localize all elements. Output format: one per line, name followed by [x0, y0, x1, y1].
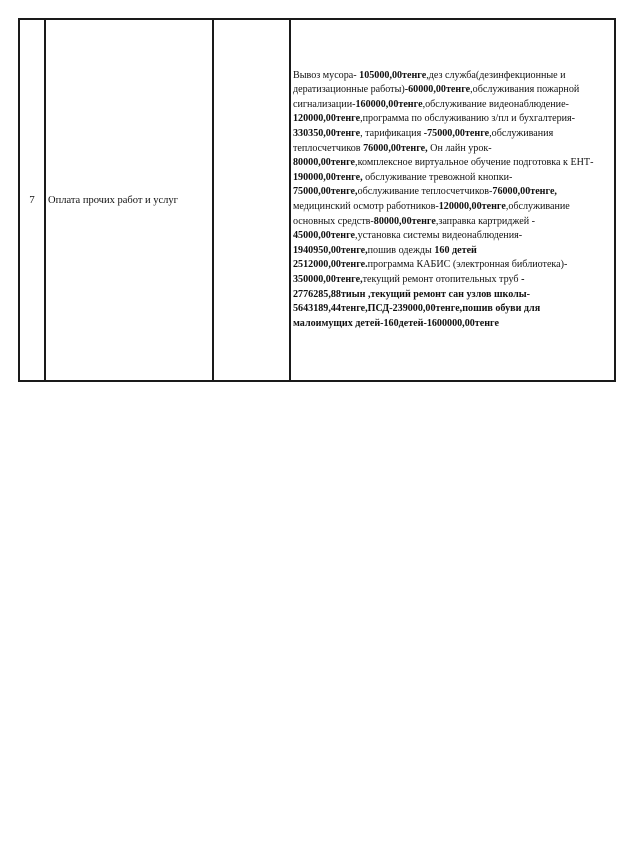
table-row — [19, 19, 615, 381]
amount-text: 350000,00тенге, — [293, 273, 363, 285]
amount-text: 190000,00тенге, — [293, 171, 363, 183]
empty-cell — [213, 19, 290, 381]
description-text: ,обслуживания — [489, 128, 554, 140]
description-text: обслуживание теплосчетчиков- — [357, 186, 493, 198]
description-line — [293, 244, 612, 259]
description-line — [293, 258, 612, 273]
description-line — [293, 112, 612, 127]
amount-text: 45000,00тенге — [293, 230, 356, 242]
description-text: , тарификация — [360, 128, 424, 140]
description-line — [293, 83, 612, 98]
amount-text: -75000,00тенге — [423, 128, 490, 140]
amount-text: 80000,00тенге — [373, 215, 436, 227]
description-line — [293, 229, 612, 244]
amount-text: малоимущих детей-160детей-1600000,00тенге — [293, 317, 499, 329]
description-text: медицинский осмотр работников- — [293, 201, 439, 212]
amount-text: - — [521, 273, 525, 285]
description-line — [293, 215, 612, 230]
expense-name: Оплата прочих работ и услуг — [45, 19, 213, 381]
description-text: программа КАБИС (электронная библиотека)- — [367, 259, 568, 271]
amount-text: 80000,00тенге — [293, 157, 356, 169]
budget-table — [18, 18, 616, 382]
description-text: ,установка системы видеонаблюдения- — [355, 230, 523, 242]
description-line — [293, 69, 612, 84]
amount-text: 5643189,44тенге,ПСД-239000,00тенге,пошив обуви для — [293, 303, 541, 315]
description-text: сигнализации- — [293, 98, 356, 110]
description-text: ,обслуживание — [505, 201, 570, 212]
row-number: 7 — [19, 19, 45, 381]
description-text: Он лайн урок- — [427, 142, 492, 154]
amount-text: 2512000,00тенге. — [293, 259, 368, 271]
description-line — [293, 156, 612, 171]
description-lines — [293, 69, 612, 332]
description-text: теплосчетчиков — [293, 142, 364, 154]
amount-text: 120000,00тенге — [293, 113, 361, 125]
description-line — [293, 171, 612, 186]
description-line — [293, 185, 612, 200]
description-text: ,программа по обслуживанию з/пл и бухгалтерия- — [360, 113, 576, 125]
description-line — [293, 200, 612, 215]
amount-text: 76000,00тенге, — [363, 142, 428, 154]
amount-text: 76000,00тенге, — [492, 186, 557, 198]
description-line — [293, 142, 612, 157]
description-line — [293, 98, 612, 113]
amount-text: 75000,00тенге, — [293, 186, 358, 198]
expense-description — [290, 19, 615, 381]
description-line — [293, 273, 612, 288]
amount-text: 330350,00тенге — [293, 128, 361, 140]
description-text: Вывоз мусора- — [293, 69, 360, 81]
description-line — [293, 317, 612, 332]
amount-text: 120000,00тенге — [438, 201, 506, 212]
amount-text: 2776285,88тиын ,текущий ремонт сан узлов школы- — [293, 288, 531, 300]
description-text: текущий ремонт отопительных труб — [362, 273, 522, 285]
description-text: пошив одежды — [367, 244, 435, 256]
amount-text: 160000,00тенге — [355, 98, 423, 110]
description-line — [293, 288, 612, 303]
description-line — [293, 127, 612, 142]
description-text: дератизационные работы) — [293, 84, 405, 96]
description-line — [293, 302, 612, 317]
description-text: ,заправка картриджей - — [435, 215, 536, 227]
description-text: обслуживание тревожной кнопки- — [362, 171, 513, 183]
description-text: ,обслуживания пожарной — [470, 84, 580, 96]
description-text: ,дез служба(дезинфекционные и — [426, 69, 566, 81]
amount-text: 1940950,00тенге, — [293, 244, 368, 256]
amount-text: 105000,00тенге — [359, 69, 427, 81]
amount-text: -60000,00тенге — [404, 84, 471, 96]
description-text: основных средств- — [293, 215, 374, 227]
description-text: ,обслуживание видеонаблюдение- — [422, 98, 569, 110]
description-text: ,комплексное виртуальное обучение подготовка к ЕНТ- — [355, 157, 594, 169]
amount-text: 160 детей — [434, 244, 477, 256]
